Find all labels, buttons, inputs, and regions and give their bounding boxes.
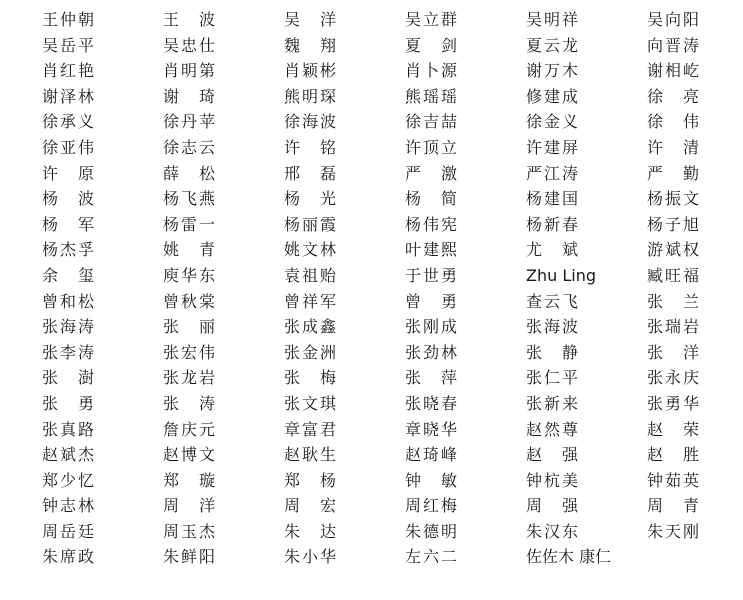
name-entry: 赵 荣 <box>647 419 699 439</box>
name-entry: 杨新春 <box>526 214 578 234</box>
name-entry: 郑少忆 <box>42 470 94 490</box>
name-entry: 周 宏 <box>284 496 336 516</box>
name-entry: 谢泽林 <box>42 86 94 106</box>
name-entry: 张 萍 <box>405 368 457 388</box>
name-entry: 杨丽霞 <box>284 214 336 234</box>
name-entry: 周玉杰 <box>163 521 215 541</box>
name-entry: 钟杭美 <box>526 470 578 490</box>
name-list <box>42 7 722 570</box>
name-entry: 周红梅 <box>405 496 457 516</box>
name-entry: 杨 军 <box>42 214 94 234</box>
name-entry: 向晋涛 <box>647 35 699 55</box>
name-entry: 张 涛 <box>163 393 215 413</box>
name-entry: 肖颖彬 <box>284 61 336 81</box>
name-entry: 叶建熙 <box>405 240 457 260</box>
name-entry: 杨 简 <box>405 189 457 209</box>
name-entry: 周 洋 <box>163 496 215 516</box>
name-entry: 张 静 <box>526 342 578 362</box>
name-entry: 张真路 <box>42 419 94 439</box>
name-entry: 郑 璇 <box>163 470 215 490</box>
name-entry: 杨伟宪 <box>405 214 457 234</box>
name-entry: 周 青 <box>647 496 699 516</box>
name-entry: 张 兰 <box>647 291 699 311</box>
name-entry: 徐海波 <box>284 112 336 132</box>
name-entry: 严 勤 <box>647 163 699 183</box>
name-entry: 臧旺福 <box>647 265 699 285</box>
name-entry: 徐金义 <box>526 112 578 132</box>
name-entry: 张金洲 <box>284 342 336 362</box>
name-entry: 曾 勇 <box>405 291 457 311</box>
name-entry: 张李涛 <box>42 342 94 362</box>
name-entry: 朱小华 <box>284 547 336 567</box>
name-entry: 许顶立 <box>405 137 457 157</box>
name-entry: 于世勇 <box>405 265 457 285</box>
name-entry: 周岳廷 <box>42 521 94 541</box>
name-entry: 赵斌杰 <box>42 445 94 465</box>
name-entry: 张龙岩 <box>163 368 215 388</box>
name-entry: 张海涛 <box>42 317 94 337</box>
name-entry: 吴岳平 <box>42 35 94 55</box>
name-entry: 夏云龙 <box>526 35 578 55</box>
name-entry: 朱鲜阳 <box>163 547 215 567</box>
name-entry: 杨杰孚 <box>42 240 94 260</box>
name-entry: 谢 琦 <box>163 86 215 106</box>
name-entry: 赵 强 <box>526 445 578 465</box>
name-entry: 赵 胜 <box>647 445 699 465</box>
name-entry: 张海波 <box>526 317 578 337</box>
name-entry: 张宏伟 <box>163 342 215 362</box>
name-entry: 邢 磊 <box>284 163 336 183</box>
name-entry: 吴 洋 <box>284 10 336 29</box>
name-entry: 薛 松 <box>163 163 215 183</box>
name-entry: 曾秋棠 <box>163 291 215 311</box>
name-entry: 许 铭 <box>284 137 336 157</box>
name-entry: 王仲朝 <box>42 10 94 29</box>
name-entry: 杨建国 <box>526 189 578 209</box>
name-entry: 朱德明 <box>405 521 457 541</box>
name-entry: 夏 剑 <box>405 35 457 55</box>
name-entry: 张晓春 <box>405 393 457 413</box>
name-entry: 熊瑶瑶 <box>405 86 457 106</box>
name-entry: 严江涛 <box>526 163 578 183</box>
name-entry: 余 玺 <box>42 265 94 285</box>
name-entry: 尤 斌 <box>526 240 578 260</box>
name-entry: 徐吉喆 <box>405 112 457 132</box>
name-entry: 钟 敏 <box>405 470 457 490</box>
name-entry: 章晓华 <box>405 419 457 439</box>
name-entry: 吴明祥 <box>526 10 578 29</box>
name-entry: 袁祖贻 <box>284 265 336 285</box>
name-entry: 朱天刚 <box>647 521 699 541</box>
name-entry: 杨子旭 <box>647 214 699 234</box>
name-entry: 许建屏 <box>526 137 578 157</box>
name-entry: 庾华东 <box>163 265 215 285</box>
name-entry: Zhu Ling <box>526 265 596 285</box>
name-entry: 张 丽 <box>163 317 215 337</box>
name-entry: 谢相屹 <box>647 61 699 81</box>
name-entry: 郑 杨 <box>284 470 336 490</box>
name-entry: 许 原 <box>42 163 94 183</box>
name-entry: 肖明第 <box>163 61 215 81</box>
name-entry: 徐 亮 <box>647 86 699 106</box>
name-entry: 查云飞 <box>526 291 578 311</box>
name-entry: 周 强 <box>526 496 578 516</box>
name-entry: 魏 翔 <box>284 35 336 55</box>
name-entry: 修建成 <box>526 86 578 106</box>
name-entry: 张劲林 <box>405 342 457 362</box>
name-entry: 朱汉东 <box>526 521 578 541</box>
name-entry: 章富君 <box>284 419 336 439</box>
name-entry: 张 洋 <box>647 342 699 362</box>
name-entry: 曾和松 <box>42 291 94 311</box>
name-entry: 张瑞岩 <box>647 317 699 337</box>
name-entry: 熊明琛 <box>284 86 336 106</box>
name-entry: 张新来 <box>526 393 578 413</box>
name-entry: 张仁平 <box>526 368 578 388</box>
name-entry: 钟志林 <box>42 496 94 516</box>
name-entry: 肖卜源 <box>405 61 457 81</box>
name-entry: 谢万木 <box>526 61 578 81</box>
name-entry: 吴立群 <box>405 10 457 29</box>
name-entry: 朱席政 <box>42 547 94 567</box>
name-entry: 游斌权 <box>647 240 699 260</box>
name-entry: 姚文林 <box>284 240 336 260</box>
name-entry: 钟茹英 <box>647 470 699 490</box>
name-entry: 徐承义 <box>42 112 94 132</box>
name-entry: 徐亚伟 <box>42 137 94 157</box>
name-entry: 张永庆 <box>647 368 699 388</box>
name-entry: 姚 青 <box>163 240 215 260</box>
name-entry: 张文琪 <box>284 393 336 413</box>
name-entry: 张 勇 <box>42 393 94 413</box>
name-entry: 吴忠仕 <box>163 35 215 55</box>
name-entry: 张 澍 <box>42 368 94 388</box>
name-entry: 赵然尊 <box>526 419 578 439</box>
name-entry: 杨 波 <box>42 189 94 209</box>
name-entry: 吴向阳 <box>647 10 699 29</box>
name-entry: 赵琦峰 <box>405 445 457 465</box>
name-entry: 徐志云 <box>163 137 215 157</box>
name-entry: 杨雷一 <box>163 214 215 234</box>
name-entry: 佐佐木 康仁 <box>526 547 612 567</box>
name-entry: 赵耿生 <box>284 445 336 465</box>
name-entry: 张勇华 <box>647 393 699 413</box>
name-entry: 徐丹苹 <box>163 112 215 132</box>
name-entry: 杨 光 <box>284 189 336 209</box>
name-entry: 曾祥军 <box>284 291 336 311</box>
name-entry: 张刚成 <box>405 317 457 337</box>
name-entry: 严 激 <box>405 163 457 183</box>
name-entry: 詹庆元 <box>163 419 215 439</box>
name-entry: 朱 达 <box>284 521 336 541</box>
name-entry: 许 清 <box>647 137 699 157</box>
name-entry: 王 波 <box>163 10 215 29</box>
name-entry: 左六二 <box>405 547 457 567</box>
name-entry: 张 梅 <box>284 368 336 388</box>
name-entry: 赵博文 <box>163 445 215 465</box>
name-entry: 杨飞燕 <box>163 189 215 209</box>
name-entry: 张成鑫 <box>284 317 336 337</box>
name-entry: 徐 伟 <box>647 112 699 132</box>
name-entry: 杨振文 <box>647 189 699 209</box>
name-entry: 肖红艳 <box>42 61 94 81</box>
